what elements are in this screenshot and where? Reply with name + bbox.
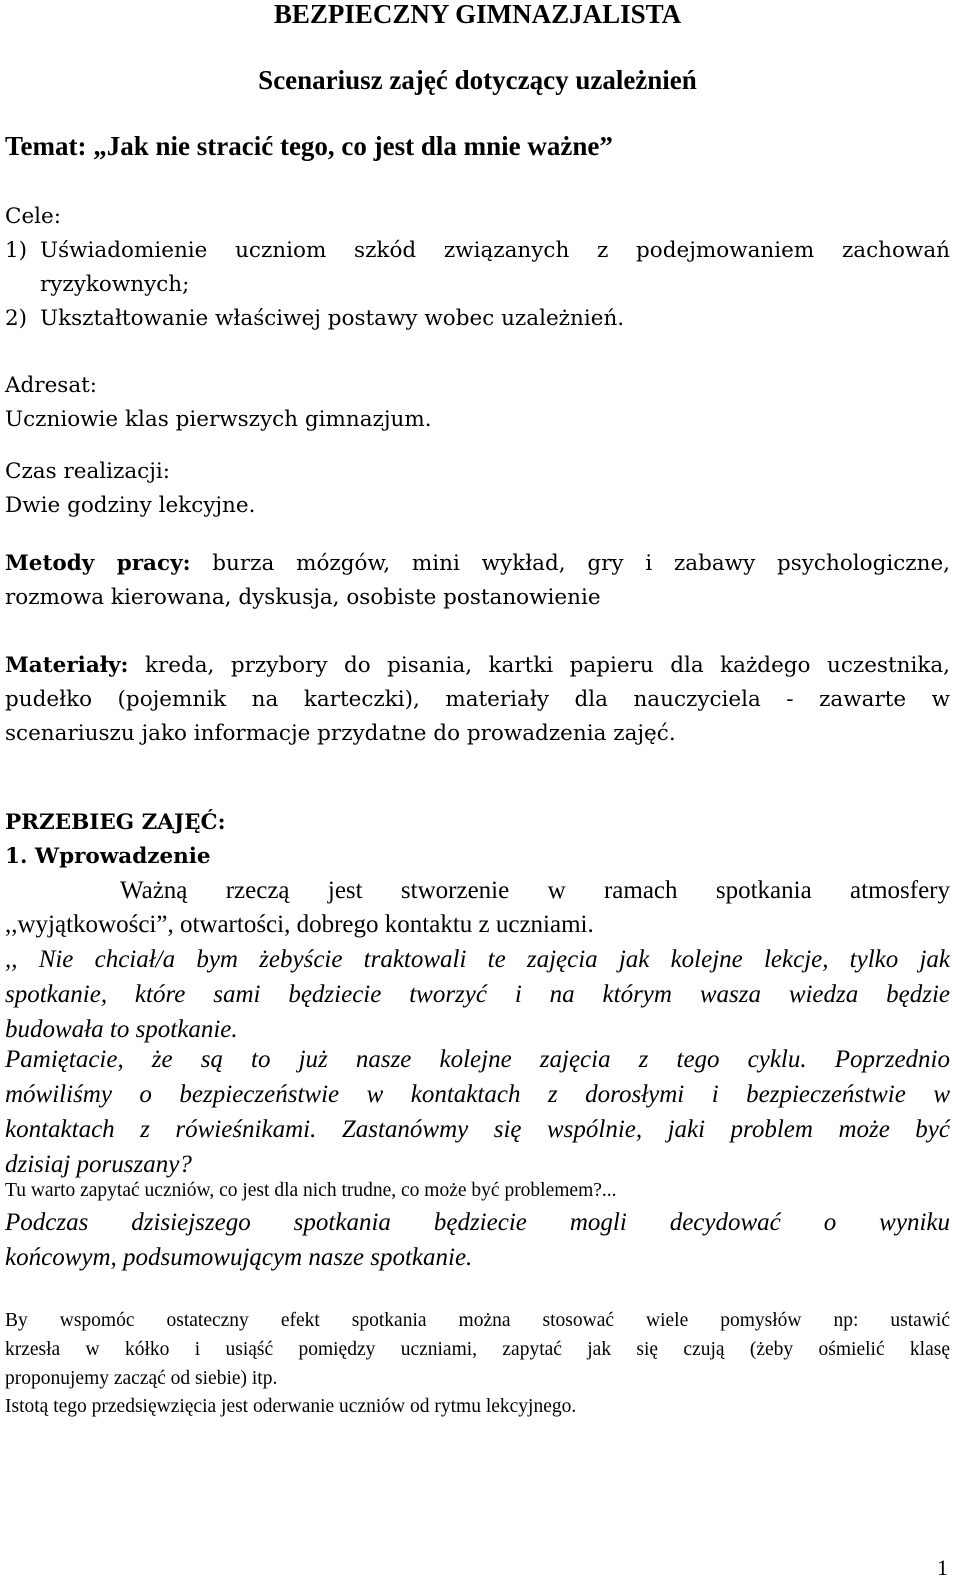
methods-line2: rozmowa kierowana, dyskusja, osobiste postanowienie (5, 585, 601, 610)
quote-line: ,, Nie chciał/a bym żebyście traktowali te zajęcia jak kolejne lekcje, tylko jak (5, 946, 950, 973)
tips-line: krzesła w kółko i usiąść pomiędzy uczniami, zapytać jak się czują (żeby ośmielić klasę (5, 1339, 950, 1360)
essence-sentence: Istotą tego przedsięwzięcia jest oderwanie uczniów od rytmu lekcyjnego. (5, 1396, 577, 1417)
teacher-quote-2 (5, 1042, 950, 1182)
materials-section (5, 649, 950, 751)
teacher-note: Tu warto zapytać uczniów, co jest dla nich trudne, co może być problemem?... (5, 1180, 617, 1201)
teacher-quote-1 (5, 942, 950, 1047)
duration-section (5, 455, 950, 523)
tips-line: proponujemy zacząć od siebie) itp. (5, 1368, 278, 1389)
quote-line: dzisiaj poruszany? (5, 1151, 192, 1178)
materials-line1 (5, 649, 950, 683)
quote-line: spotkanie, które sami będziecie tworzyć i na którym wasza wiedza będzie (5, 981, 950, 1008)
goal-number: 2) (5, 306, 28, 331)
materials-text: kreda, przybory do pisania, kartki papieru dla każdego uczestnika, (128, 653, 950, 678)
tips-line: By wspomóc ostateczny efekt spotkania można stosować wiele pomysłów np: ustawić (5, 1310, 950, 1331)
duration-value: Dwie godziny lekcyjne. (5, 493, 256, 518)
goal-text: Ukształtowanie właściwej postawy wobec uzależnień. (40, 306, 625, 331)
materials-line3: scenariuszu jako informacje przydatne do prowadzenia zajęć. (5, 721, 676, 746)
goal-text-line1: Uświadomienie uczniom szkód związanych z podejmowaniem zachowań (40, 238, 950, 263)
goal-item-1 (5, 234, 950, 302)
goal-item-2 (5, 302, 950, 336)
goal-number: 1) (5, 238, 28, 263)
introduction-paragraph (5, 874, 950, 942)
materials-label: Materiały: (5, 653, 129, 678)
quote-line: mówiliśmy o bezpieczeństwie w kontaktach z dorosłymi i bezpieczeństwie w (5, 1081, 950, 1108)
methods-line1 (5, 547, 950, 581)
quote-line: kontaktach z rówieśnikami. Zastanówmy się wspólnie, jaki problem może być (5, 1116, 950, 1143)
document-title: BEZPIECZNY GIMNAZJALISTA (273, 0, 682, 29)
document-subtitle: Scenariusz zajęć dotyczący uzależnień (258, 65, 697, 95)
goals-label: Cele: (5, 204, 62, 229)
methods-section (5, 547, 950, 615)
audience-section (5, 369, 950, 437)
goal-text-line2: ryzykownych; (40, 272, 190, 297)
materials-line2: pudełko (pojemnik na karteczki), materiały dla nauczyciela - zawarte w (5, 687, 950, 712)
introduction-line1: Ważną rzeczą jest stworzenie w ramach spotkania atmosfery (120, 877, 950, 904)
tips-paragraph (5, 1306, 950, 1393)
section-introduction-heading: 1. Wprowadzenie (5, 844, 211, 869)
page-number: 1 (937, 1555, 948, 1580)
quote-line: Pamiętacie, że są to już nasze kolejne zajęcia z tego cyklu. Poprzednio (5, 1046, 950, 1073)
introduction-line2: ,,wyjątkowości”, otwartości, dobrego kontaktu z uczniami. (5, 911, 594, 938)
course-heading: PRZEBIEG ZAJĘĆ: (5, 810, 226, 835)
methods-label: Metody pracy: (5, 551, 191, 576)
quote-line: budowała to spotkanie. (5, 1016, 238, 1043)
duration-label: Czas realizacji: (5, 459, 171, 484)
teacher-quote-3 (5, 1205, 950, 1275)
quote-line: Podczas dzisiejszego spotkania będziecie mogli decydować o wyniku (5, 1209, 950, 1236)
audience-label: Adresat: (5, 373, 98, 398)
audience-value: Uczniowie klas pierwszych gimnazjum. (5, 407, 432, 432)
methods-text: burza mózgów, mini wykład, gry i zabawy psychologiczne, (190, 551, 951, 576)
goals-section (5, 200, 950, 336)
lesson-topic: Temat: „Jak nie stracić tego, co jest dla mnie ważne” (5, 131, 613, 161)
quote-line: końcowym, podsumowującym nasze spotkanie. (5, 1244, 473, 1271)
